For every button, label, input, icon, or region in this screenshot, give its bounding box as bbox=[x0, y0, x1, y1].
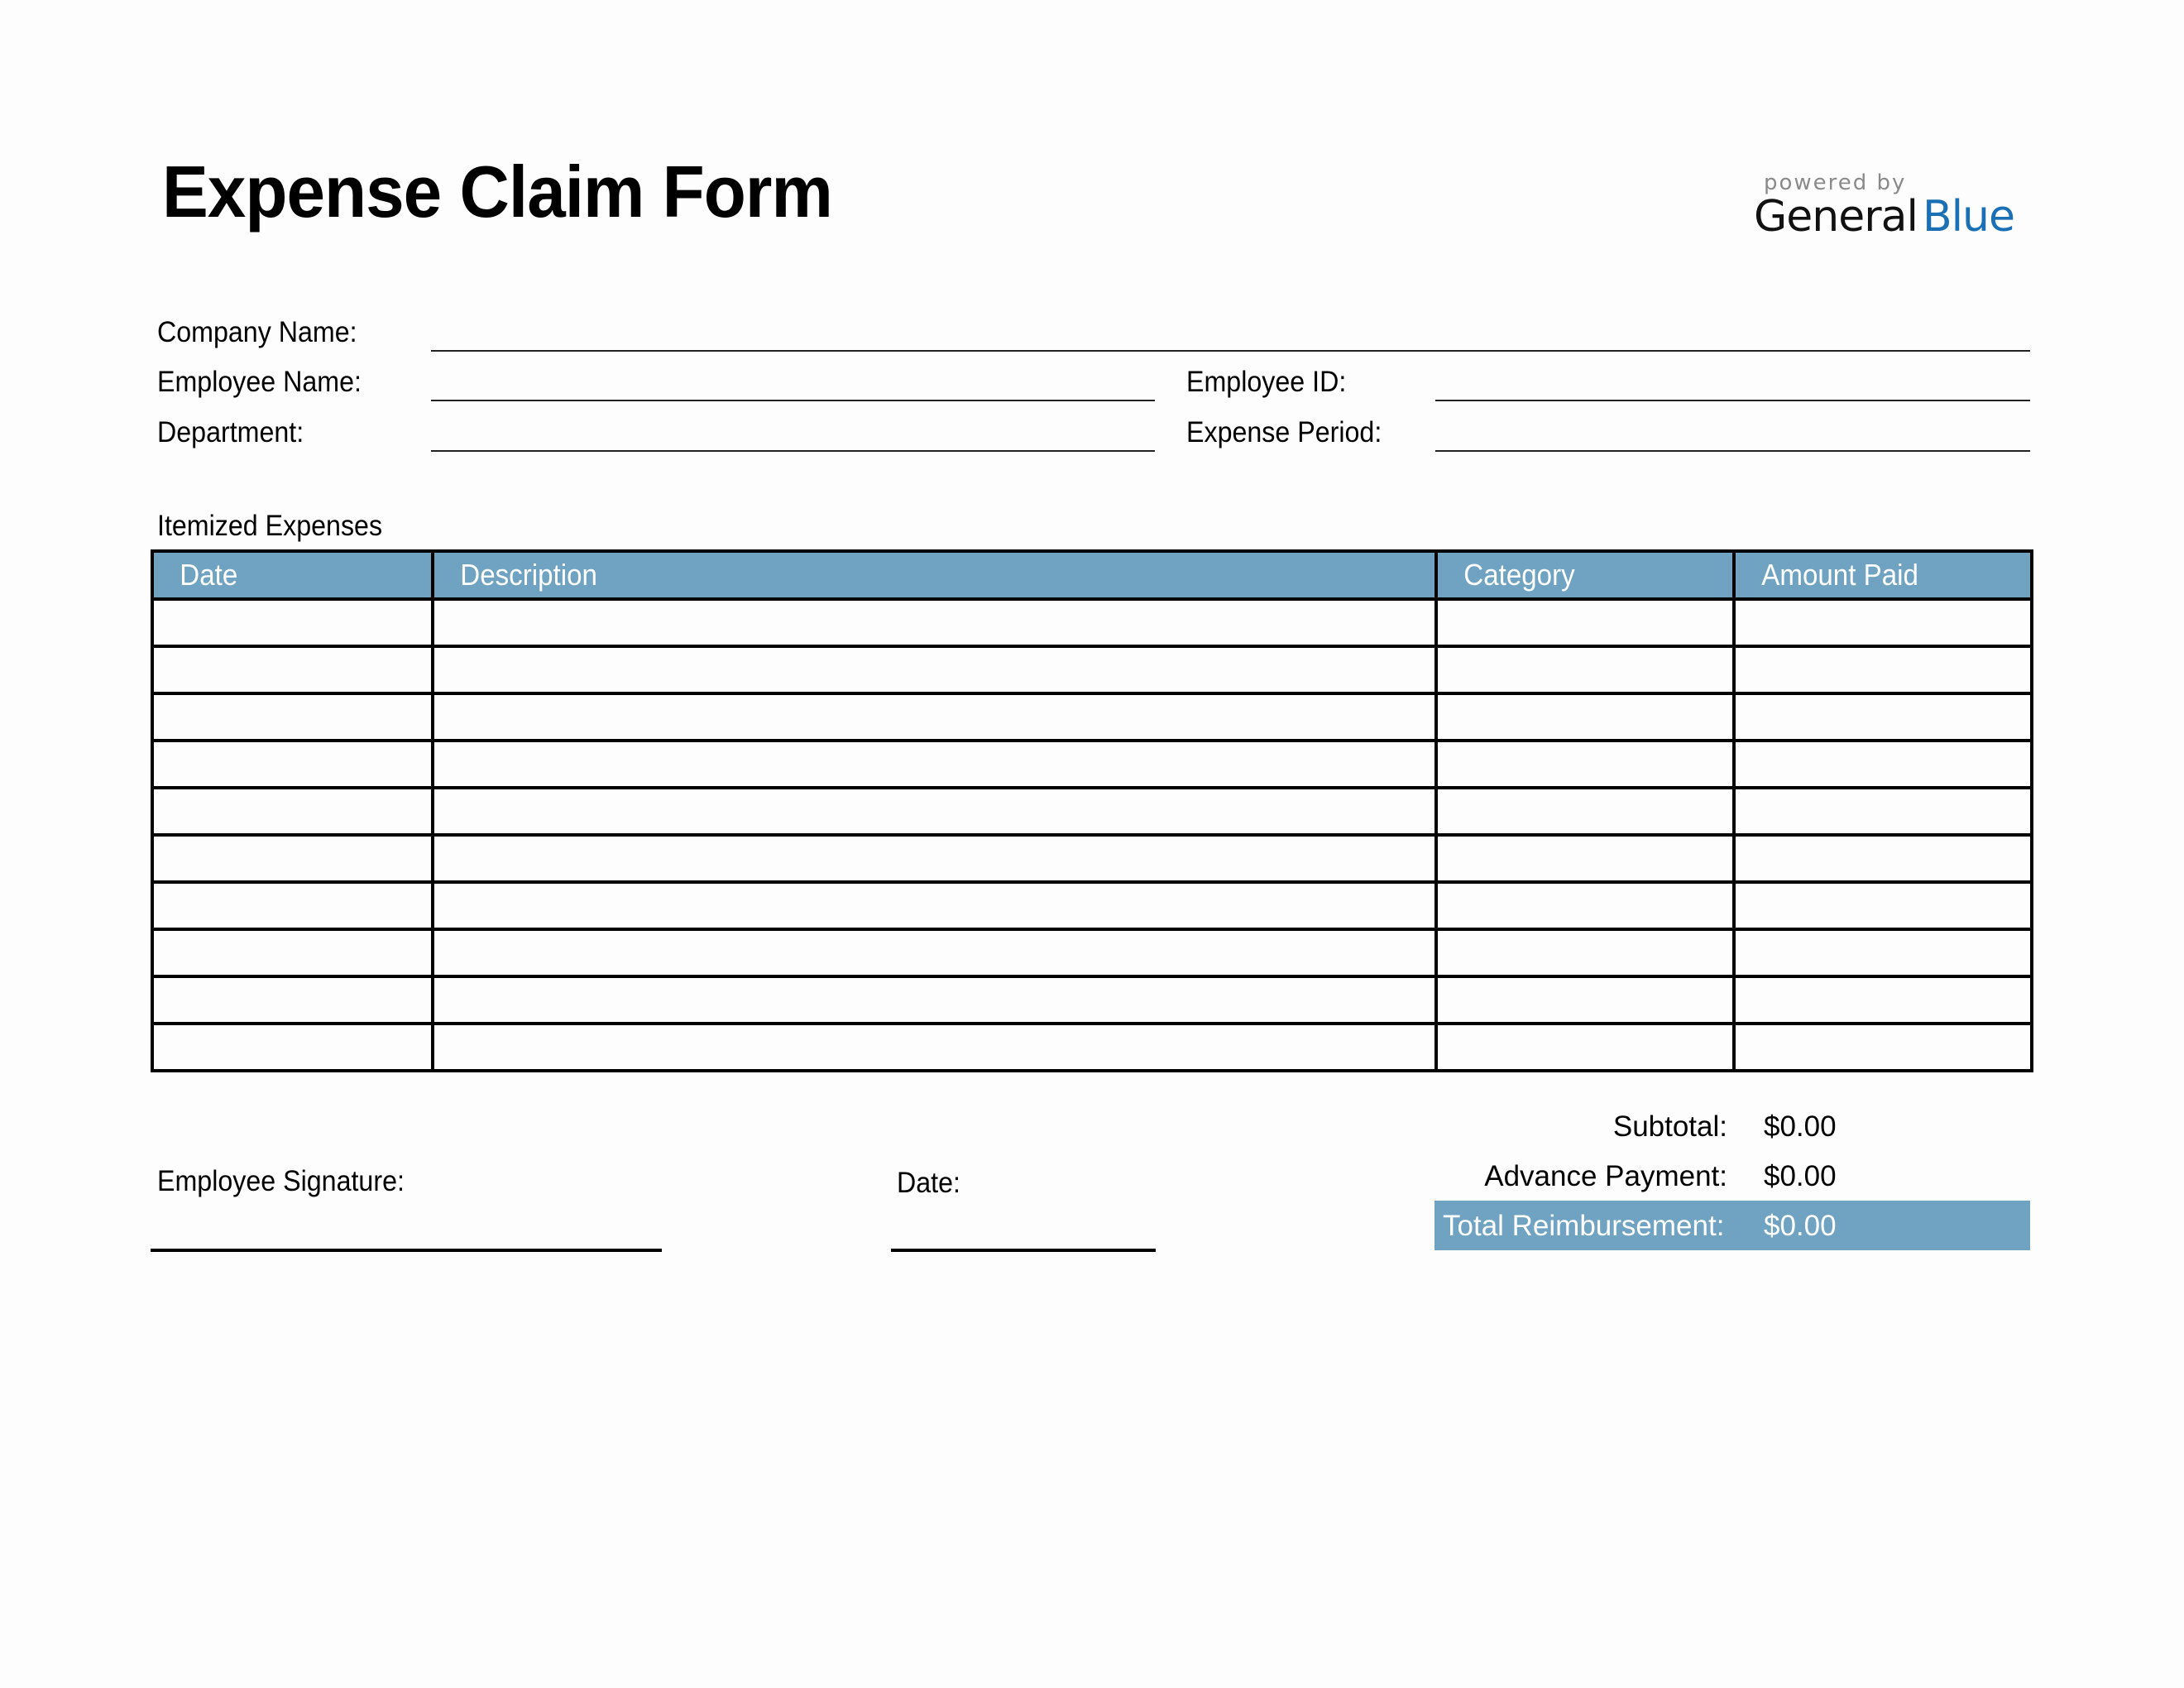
column-header-description: Description bbox=[433, 551, 1436, 599]
date-cell[interactable] bbox=[152, 693, 433, 741]
table-row bbox=[152, 835, 2032, 882]
amount-cell[interactable] bbox=[1734, 788, 2032, 835]
date-cell[interactable] bbox=[152, 976, 433, 1024]
signature-date-field[interactable] bbox=[891, 1249, 1156, 1252]
employee-name-label: Employee Name: bbox=[157, 366, 362, 398]
date-cell[interactable] bbox=[152, 788, 433, 835]
employee-signature-field[interactable] bbox=[151, 1249, 662, 1252]
subtotal-value: $0.00 bbox=[1764, 1110, 1837, 1143]
column-header-date: Date bbox=[152, 551, 433, 599]
employee-signature-label: Employee Signature: bbox=[157, 1165, 405, 1197]
expenses-table bbox=[151, 549, 2033, 1072]
table-row bbox=[152, 599, 2032, 646]
total-reimbursement-row bbox=[1434, 1201, 2030, 1250]
date-cell[interactable] bbox=[152, 599, 433, 646]
expense-period-label: Expense Period: bbox=[1186, 416, 1382, 448]
description-cell[interactable] bbox=[433, 788, 1436, 835]
category-cell[interactable] bbox=[1436, 882, 1734, 929]
page-title: Expense Claim Form bbox=[162, 151, 832, 233]
table-row bbox=[152, 1024, 2032, 1071]
category-cell[interactable] bbox=[1436, 741, 1734, 788]
amount-cell[interactable] bbox=[1734, 741, 2032, 788]
total-reimbursement-label: Total Reimbursement: bbox=[1443, 1210, 1725, 1242]
table-row bbox=[152, 882, 2032, 929]
total-reimbursement-value: $0.00 bbox=[1764, 1210, 1837, 1242]
description-cell[interactable] bbox=[433, 693, 1436, 741]
category-cell[interactable] bbox=[1436, 646, 1734, 693]
category-cell[interactable] bbox=[1436, 976, 1734, 1024]
amount-cell[interactable] bbox=[1734, 599, 2032, 646]
itemized-expenses-title: Itemized Expenses bbox=[157, 510, 383, 542]
table-row bbox=[152, 788, 2032, 835]
description-cell[interactable] bbox=[433, 929, 1436, 976]
amount-cell[interactable] bbox=[1734, 646, 2032, 693]
department-field[interactable] bbox=[431, 450, 1155, 452]
employee-name-field[interactable] bbox=[431, 400, 1155, 401]
department-label: Department: bbox=[157, 416, 304, 448]
category-cell[interactable] bbox=[1436, 835, 1734, 882]
table-row bbox=[152, 646, 2032, 693]
company-name-label: Company Name: bbox=[157, 316, 357, 348]
powered-by-text: powered by bbox=[1764, 170, 1907, 195]
employee-id-field[interactable] bbox=[1435, 400, 2030, 401]
advance-payment-value: $0.00 bbox=[1764, 1160, 1837, 1192]
subtotal-label: Subtotal: bbox=[1612, 1110, 1727, 1143]
date-cell[interactable] bbox=[152, 646, 433, 693]
amount-cell[interactable] bbox=[1734, 976, 2032, 1024]
category-cell[interactable] bbox=[1436, 788, 1734, 835]
date-cell[interactable] bbox=[152, 835, 433, 882]
amount-cell[interactable] bbox=[1734, 882, 2032, 929]
category-cell[interactable] bbox=[1436, 1024, 1734, 1071]
brand-logo bbox=[1754, 192, 2015, 242]
date-cell[interactable] bbox=[152, 741, 433, 788]
description-cell[interactable] bbox=[433, 646, 1436, 693]
table-row bbox=[152, 741, 2032, 788]
description-cell[interactable] bbox=[433, 976, 1436, 1024]
brand-name-general: General bbox=[1754, 192, 1918, 242]
company-name-field[interactable] bbox=[431, 350, 2030, 352]
description-cell[interactable] bbox=[433, 1024, 1436, 1071]
date-cell[interactable] bbox=[152, 929, 433, 976]
signature-date-label: Date: bbox=[897, 1167, 960, 1199]
amount-cell[interactable] bbox=[1734, 693, 2032, 741]
date-cell[interactable] bbox=[152, 1024, 433, 1071]
description-cell[interactable] bbox=[433, 599, 1436, 646]
category-cell[interactable] bbox=[1436, 693, 1734, 741]
table-header-row bbox=[152, 551, 2032, 599]
table-row bbox=[152, 693, 2032, 741]
description-cell[interactable] bbox=[433, 882, 1436, 929]
description-cell[interactable] bbox=[433, 835, 1436, 882]
category-cell[interactable] bbox=[1436, 929, 1734, 976]
table-row bbox=[152, 976, 2032, 1024]
date-cell[interactable] bbox=[152, 882, 433, 929]
column-header-amount-paid: Amount Paid bbox=[1734, 551, 2032, 599]
description-cell[interactable] bbox=[433, 741, 1436, 788]
table-row bbox=[152, 929, 2032, 976]
advance-payment-label: Advance Payment: bbox=[1484, 1160, 1727, 1192]
expense-period-field[interactable] bbox=[1435, 450, 2030, 452]
category-cell[interactable] bbox=[1436, 599, 1734, 646]
amount-cell[interactable] bbox=[1734, 929, 2032, 976]
amount-cell[interactable] bbox=[1734, 1024, 2032, 1071]
employee-id-label: Employee ID: bbox=[1186, 366, 1347, 398]
column-header-category: Category bbox=[1436, 551, 1734, 599]
amount-cell[interactable] bbox=[1734, 835, 2032, 882]
brand-name-blue: Blue bbox=[1922, 192, 2015, 242]
